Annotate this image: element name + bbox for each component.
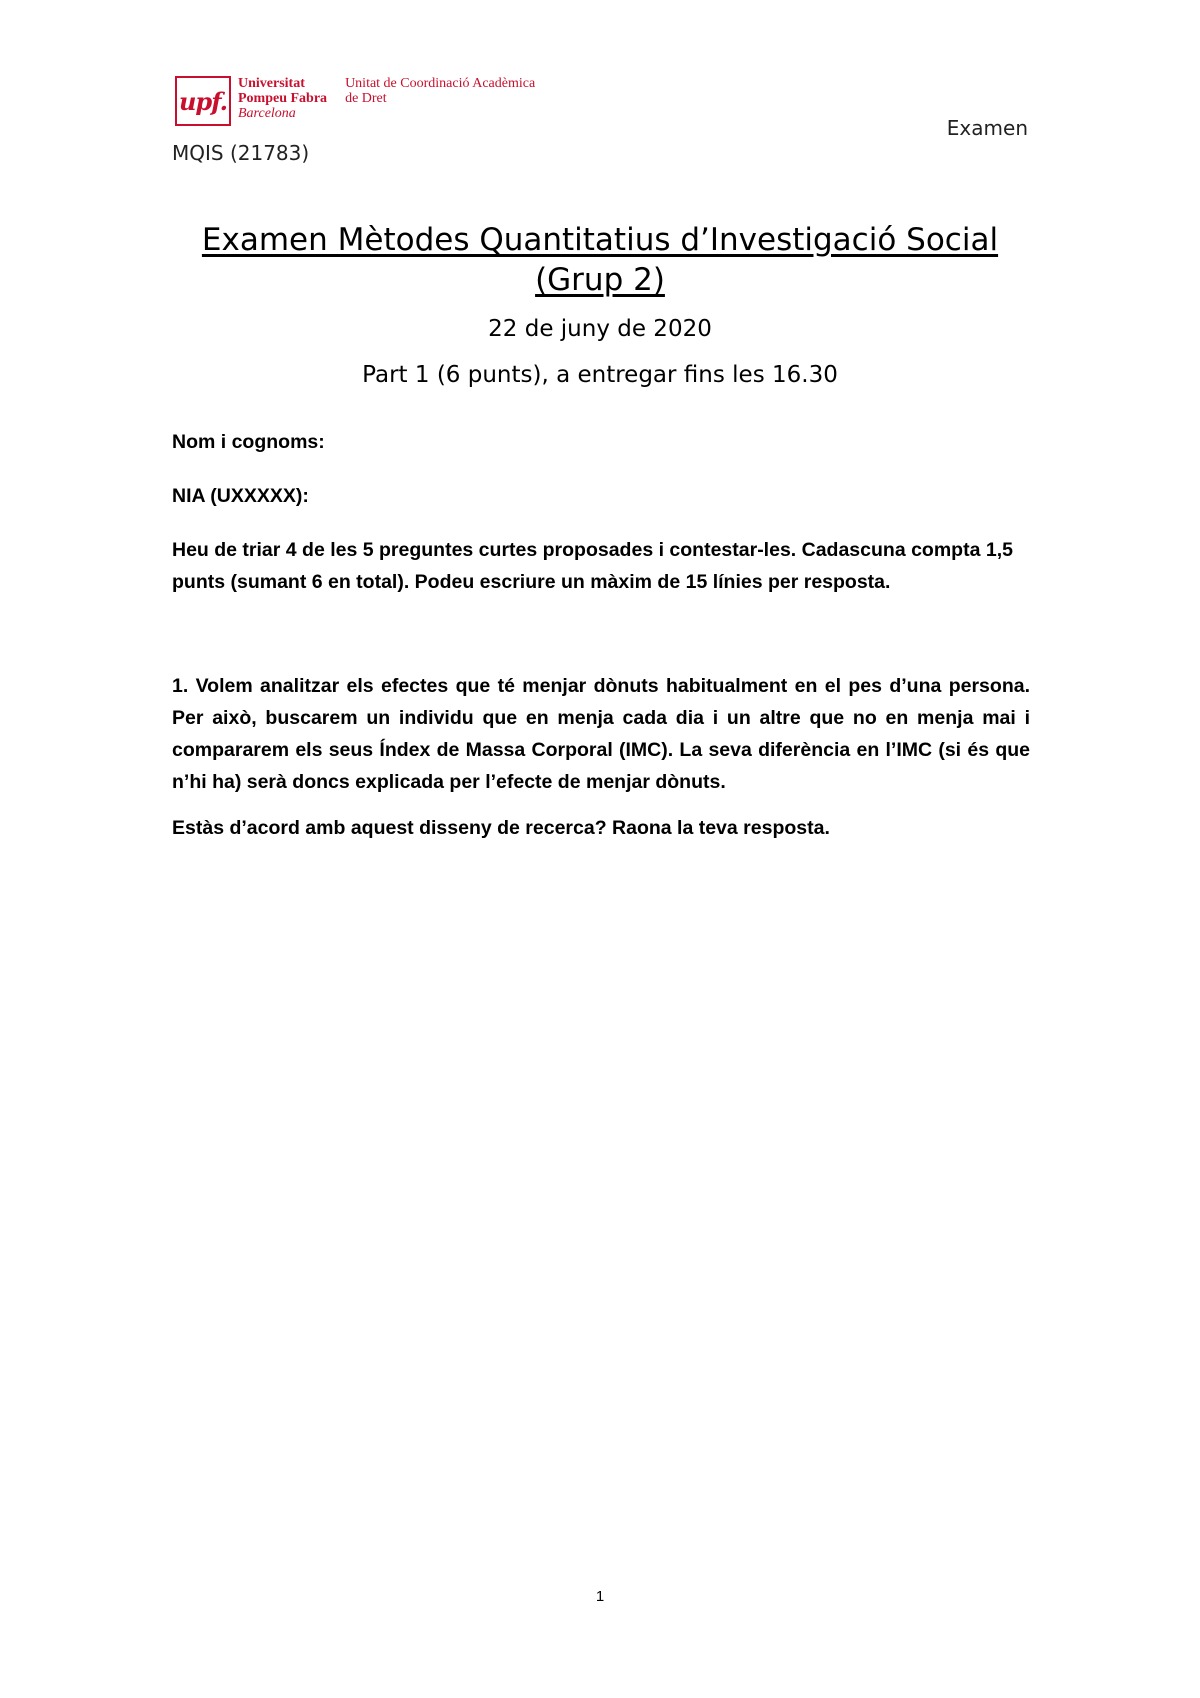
unit-name-line2: de Dret: [345, 91, 387, 106]
question-1-text: 1. Volem analitzar els efectes que té menjar dònuts habitualment en el pes d’una persona. Per això, buscarem un individu que en menja cada dia i un altre que no en menja mai i compararem els seus Índex de Massa Corporal (IMC). La seva diferència en l’IMC (si és que n’hi ha) serà doncs explicada per l’efecte de menjar dònuts.: [172, 675, 1030, 793]
unit-name: [345, 76, 535, 106]
university-city: Barcelona: [238, 106, 296, 121]
exam-part: Part 1 (6 punts), a entregar fins les 16.30: [362, 362, 838, 388]
exam-title-line1: Examen Mètodes Quantitatius d’Investigació Social: [201, 222, 999, 258]
university-name-line2: Pompeu Fabra: [238, 91, 328, 106]
name-field-label: Nom i cognoms:: [172, 431, 325, 453]
upf-logo: [175, 76, 535, 126]
university-name-line1: Universitat: [238, 76, 305, 91]
header-exam-label: Examen: [946, 116, 1028, 140]
university-name: [238, 76, 327, 121]
instructions: Heu de triar 4 de les 5 preguntes curtes proposades i contestar-les. Cadascuna compta 1,5 punts (sumant 6 en total). Podeu escriure un màxim de 15 línies per resposta.: [172, 539, 1013, 593]
exam-title: [172, 220, 1028, 300]
nia-field-label: NIA (UXXXXX):: [172, 485, 309, 507]
unit-name-line1: Unitat de Coordinació Acadèmica: [345, 76, 536, 91]
course-code: MQIS (21783): [172, 141, 310, 165]
question-1-prompt: Estàs d’acord amb aquest disseny de recerca? Raona la teva resposta.: [172, 817, 830, 839]
exam-date: 22 de juny de 2020: [488, 316, 712, 342]
exam-title-line2: (Grup 2): [535, 262, 665, 298]
page-number: 1: [595, 1588, 605, 1605]
upf-logo-mark: upf.: [175, 76, 231, 126]
